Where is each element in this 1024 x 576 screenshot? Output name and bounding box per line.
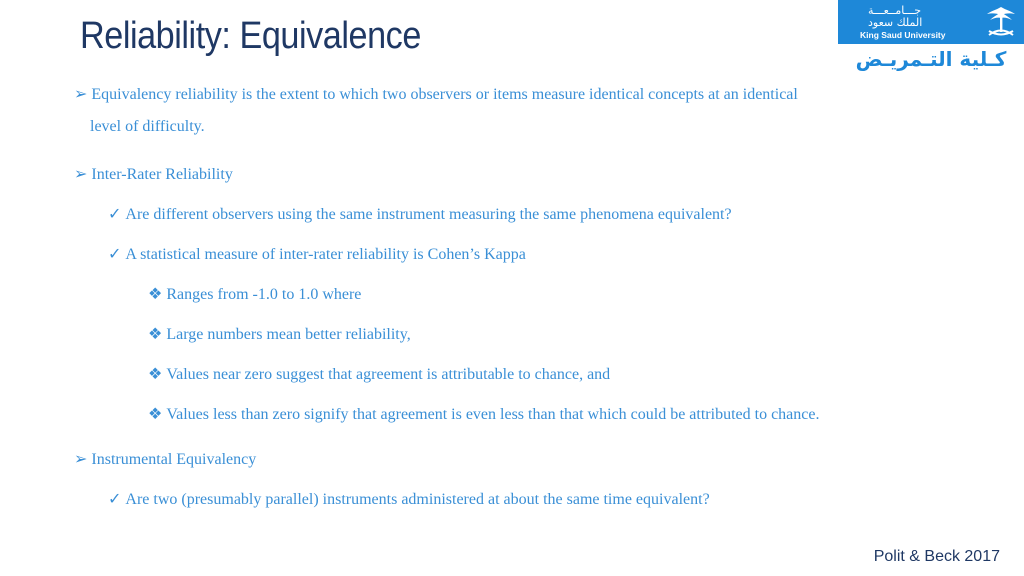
bullet-text: Inter-Rater Reliability (91, 166, 233, 183)
logo-college-name: كـلية التـمريـض (838, 44, 1024, 75)
bullet-inter-rater (74, 164, 233, 184)
subbullet-text: Are two (presumably parallel) instruments administered at about the same time equivalent? (125, 491, 710, 508)
diamond-bullet-icon: ❖ (148, 326, 163, 343)
detail-text: Ranges from -1.0 to 1.0 where (166, 286, 362, 303)
detail-text: Values near zero suggest that agreement is attributable to chance, and (166, 366, 611, 383)
arrow-bullet-icon: ➢ (74, 86, 88, 103)
subbullet-kappa (108, 244, 526, 264)
checkmark-bullet-icon: ✓ (108, 206, 122, 223)
detail-large-numbers (148, 324, 411, 344)
checkmark-bullet-icon: ✓ (108, 246, 122, 263)
bullet-instrumental (74, 449, 256, 469)
slide-footer-citation: Polit & Beck 2017 (873, 548, 1000, 565)
bullet-text: Instrumental Equivalency (91, 451, 257, 468)
subbullet-observers (108, 204, 732, 224)
diamond-bullet-icon: ❖ (148, 366, 163, 383)
diamond-bullet-icon: ❖ (148, 406, 163, 423)
university-logo (838, 0, 1024, 75)
diamond-bullet-icon: ❖ (148, 286, 163, 303)
logo-arabic-line1: جـــامــعـــة (868, 4, 922, 17)
logo-english-name: King Saud University (860, 30, 946, 40)
checkmark-bullet-icon: ✓ (108, 491, 122, 508)
logo-arabic-line2: الملك سعود (868, 16, 923, 29)
subbullet-text: A statistical measure of inter-rater reliability is Cohen’s Kappa (125, 246, 526, 263)
palm-swords-emblem-icon (984, 4, 1018, 42)
detail-less-than-zero (148, 404, 819, 424)
bullet-equivalency (74, 84, 798, 104)
arrow-bullet-icon: ➢ (74, 451, 88, 468)
detail-text: Values less than zero signify that agreement is even less than that which could be attributed to chance. (166, 406, 820, 423)
subbullet-parallel-instruments (108, 489, 710, 509)
detail-near-zero (148, 364, 610, 384)
arrow-bullet-icon: ➢ (74, 166, 88, 183)
subbullet-text: Are different observers using the same instrument measuring the same phenomena equivalent? (125, 206, 732, 223)
bullet-text: Equivalency reliability is the extent to which two observers or items measure identical concepts at an identical (91, 86, 798, 103)
detail-range (148, 284, 361, 304)
detail-text: Large numbers mean better reliability, (166, 326, 411, 343)
slide-title: Reliability: Equivalence (80, 15, 421, 57)
bullet-equivalency-continuation: level of difficulty. (90, 118, 205, 135)
